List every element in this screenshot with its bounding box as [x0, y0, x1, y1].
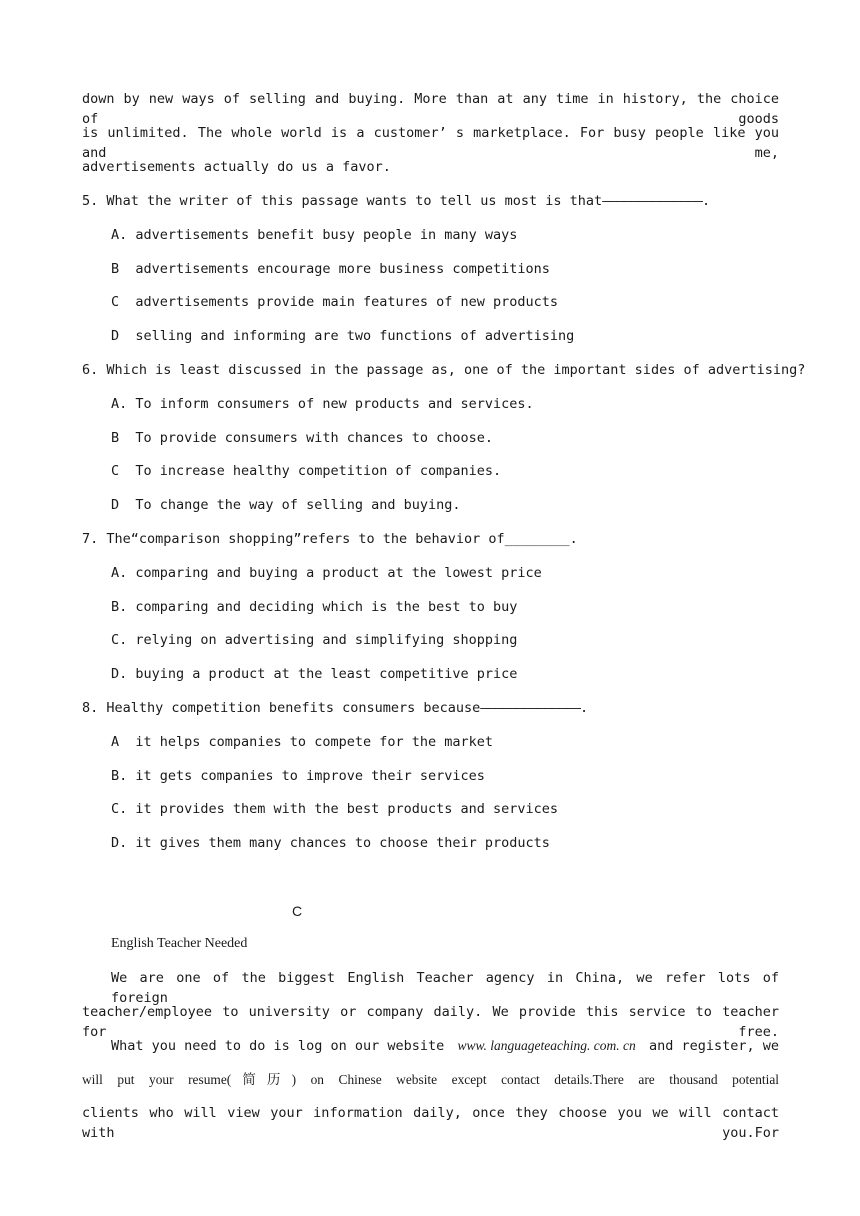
question-6-option-c: C To increase healthy competition of companies. — [111, 463, 502, 479]
answer-blank: ——————————————. — [480, 700, 588, 716]
ad-title: English Teacher Needed — [111, 936, 248, 951]
paragraph-line: will put your resume(简历) on Chinese website except contact details.There are thousand potential — [82, 1072, 779, 1087]
question-8-option-b: B. it gets companies to improve their services — [111, 768, 485, 784]
question-8-stem: 8. Healthy competition benefits consumers because——————————————. — [82, 700, 588, 716]
question-5-option-d: D selling and informing are two functions of advertising — [111, 328, 575, 344]
passage-line: advertisements actually do us a favor. — [82, 159, 391, 175]
question-8-option-d: D. it gives them many chances to choose their products — [111, 835, 550, 851]
question-8-option-c: C. it provides them with the best products and services — [111, 801, 559, 817]
answer-blank: ________. — [504, 531, 578, 547]
question-8-option-a: A it helps companies to compete for the market — [111, 734, 494, 750]
question-7-stem: 7. The“comparison shopping”refers to the behavior of________. — [82, 531, 578, 547]
passage-line: is unlimited. The whole world is a customer’ s marketplace. For busy people like you and me, — [82, 125, 779, 161]
section-heading: C — [292, 903, 303, 919]
question-7-option-a: A. comparing and buying a product at the lowest price — [111, 565, 542, 581]
question-6-option-b: B To provide consumers with chances to choose. — [111, 430, 494, 446]
website-link[interactable]: www. languageteaching. com. cn — [457, 1038, 636, 1053]
paragraph-line: We are one of the biggest English Teacher agency in China, we refer lots of foreign — [111, 970, 779, 1006]
paragraph-line: clients who will view your information daily, once they choose you we will contact with you.For — [82, 1105, 779, 1141]
question-6-option-a: A. To inform consumers of new products and services. — [111, 396, 534, 412]
question-5-stem: 5. What the writer of this passage wants to tell us most is that——————————————. — [82, 193, 710, 209]
paragraph-line: teacher/employee to university or company daily. We provide this service to teacher for free. — [82, 1004, 779, 1040]
passage-line: down by new ways of selling and buying. More than at any time in history, the choice of goods — [82, 91, 779, 127]
question-7-option-c: C. relying on advertising and simplifying shopping — [111, 632, 518, 648]
paragraph-line: What you need to do is log on our website www. languageteaching. com. cn and register, we — [111, 1038, 779, 1054]
question-6-stem: 6. Which is least discussed in the passage as, one of the important sides of advertising? — [82, 362, 806, 378]
question-5-option-b: B advertisements encourage more business competitions — [111, 261, 550, 277]
question-5-option-a: A. advertisements benefit busy people in many ways — [111, 227, 518, 243]
question-7-option-d: D. buying a product at the least competitive price — [111, 666, 518, 682]
question-6-option-d: D To change the way of selling and buying. — [111, 497, 461, 513]
answer-blank: ——————————————. — [602, 193, 710, 209]
question-5-option-c: C advertisements provide main features of new products — [111, 294, 559, 310]
question-7-option-b: B. comparing and deciding which is the best to buy — [111, 599, 518, 615]
